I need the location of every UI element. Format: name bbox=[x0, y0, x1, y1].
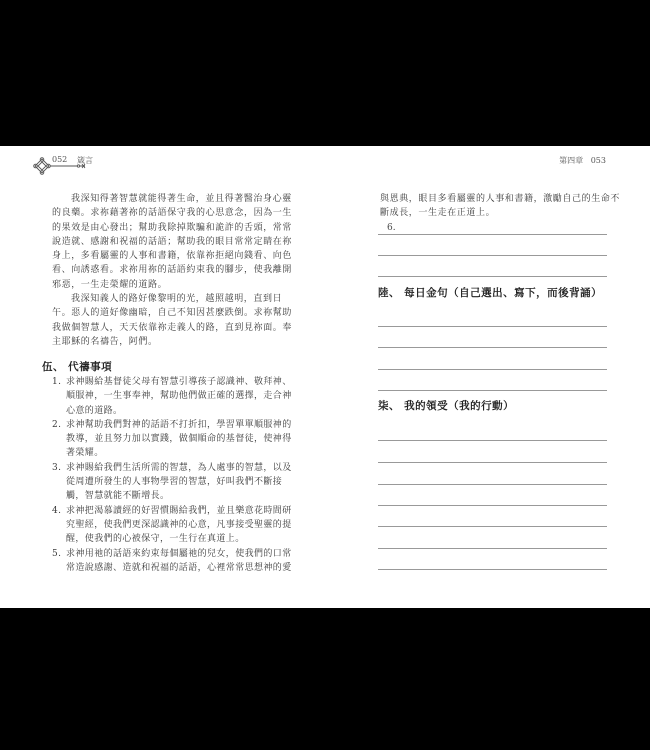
intercession-item bbox=[52, 504, 300, 547]
writing-line[interactable] bbox=[378, 569, 607, 570]
page-number: 052 bbox=[52, 155, 68, 164]
item-text: 求神賜給基督徒父母有智慧引導孩子認識神、敬拜神、順服神，一生事奉神，幫助他們做正確的選擇，走合神心意的道路。 bbox=[66, 377, 292, 416]
item-number: 3. bbox=[52, 462, 62, 473]
writing-line[interactable] bbox=[378, 526, 607, 527]
section-five-title: 伍、 代禱事項 bbox=[42, 361, 113, 373]
item-text: 求神賜給我們生活所需的智慧，為人處事的智慧，以及從周遭所發生的人事物學習的智慧，好叫我們不斷接觸，智慧就能不斷增長。 bbox=[66, 462, 292, 502]
intercession-item bbox=[52, 375, 300, 418]
item-text: 求神幫助我們對神的話語不打折扣，學習單單順服神的教導，並且努力加以實踐，做個順命的基督徒，使神得著榮耀。 bbox=[66, 419, 292, 459]
chapter-label: 第四章 bbox=[559, 156, 584, 165]
writing-line[interactable] bbox=[378, 326, 607, 327]
writing-line[interactable] bbox=[378, 369, 607, 370]
writing-line[interactable] bbox=[378, 347, 607, 348]
section-seven-title: 柒、 我的領受（我的行動） bbox=[378, 400, 515, 412]
book-spread bbox=[0, 146, 650, 608]
left-page bbox=[0, 146, 325, 608]
writing-line[interactable] bbox=[378, 255, 607, 256]
item-number: 4. bbox=[52, 505, 62, 516]
item-text: 求神把渴慕讀經的好習慣賜給我們，並且樂意花時間研究聖經，使我們更深認識神的心意，凡事接受聖靈的提醒，使我們的心被保守，一生行在真道上。 bbox=[66, 505, 292, 545]
item-text: 求神用祂的話語來約束每個屬祂的兒女，使我們的口常常造說感謝、造就和祝福的話語，心裡常常思想神的愛 bbox=[66, 548, 292, 573]
writing-line[interactable] bbox=[378, 548, 607, 549]
running-head: 箴言 bbox=[77, 156, 93, 165]
item-six-number: 6. bbox=[387, 223, 396, 233]
intercession-list bbox=[52, 375, 300, 575]
writing-line[interactable] bbox=[378, 234, 607, 235]
writing-line[interactable] bbox=[378, 484, 607, 485]
continued-item-text: 與恩典，眼目多看屬靈的人事和書籍，激勵自己的生命不斷成長，一生走在正道上。 bbox=[380, 194, 621, 219]
writing-line[interactable] bbox=[378, 390, 607, 391]
page-number: 053 bbox=[590, 156, 606, 165]
right-page bbox=[325, 146, 650, 608]
section-six-title: 陸、 每日金句（自己選出、寫下，而後背誦） bbox=[378, 287, 603, 299]
prayer-paragraph-1: 我深知得著智慧就能得著生命，並且得著醫治身心靈的良藥。求祢藉著祢的話語保守我的心思意念，因為一生的果效是由心發出；幫助我除掉欺騙和詭詐的舌頭，常常說造就、感謝和祝福的話語；幫助我的眼目常常定睛在祢身上，多看屬靈的人事和書籍，依靠祢拒絕向錢看、向色看、向誘惑看。求祢用祢的話語約束我的腳步，使我離開邪惡，一生走榮耀的道路。 bbox=[52, 194, 293, 290]
writing-line[interactable] bbox=[378, 462, 607, 463]
writing-line[interactable] bbox=[378, 440, 607, 441]
writing-line[interactable] bbox=[378, 276, 607, 277]
item-number: 2. bbox=[52, 419, 62, 430]
prayer-paragraph-2: 我深知義人的路好像黎明的光，越照越明，直到日午。惡人的道好像幽暗，自己不知因甚麼跌倒。求祢幫助我做個智慧人，天天依靠祢走義人的路，直到見祢面。奉主耶穌的名禱告，阿們。 bbox=[52, 294, 293, 347]
item-number: 5. bbox=[52, 548, 62, 559]
intercession-item bbox=[52, 547, 300, 576]
intercession-item bbox=[52, 461, 300, 504]
intercession-item bbox=[52, 418, 300, 461]
running-head bbox=[559, 155, 606, 166]
writing-line[interactable] bbox=[378, 505, 607, 506]
item-number: 1. bbox=[52, 377, 62, 387]
